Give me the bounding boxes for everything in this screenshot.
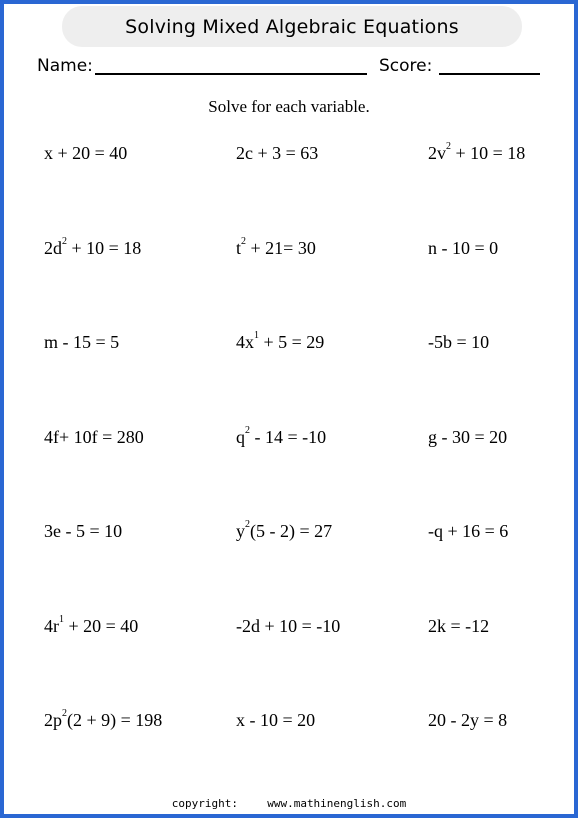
equation — [236, 143, 318, 164]
equation — [236, 710, 315, 731]
equation-part: + 10 = 18 — [67, 238, 142, 258]
equation-part: 2p — [44, 710, 62, 730]
worksheet-title: Solving Mixed Algebraic Equations — [125, 15, 459, 38]
equation-part: 20 - 2y = 8 — [428, 710, 508, 730]
score-label-wrap — [379, 56, 432, 76]
equation — [44, 616, 138, 637]
site-url: www.mathinenglish.com — [267, 797, 407, 810]
equation — [236, 332, 324, 353]
equation — [236, 427, 326, 448]
equation-part: -5b = 10 — [428, 332, 490, 352]
equation-exponent: 2 — [241, 236, 247, 247]
equation — [428, 332, 489, 353]
equation — [428, 616, 489, 637]
equation-part: + 10 = 18 — [451, 143, 526, 163]
equation-part: 2c + 3 = 63 — [236, 143, 319, 163]
equation-part: -q + 16 = 6 — [428, 521, 509, 541]
equation — [428, 238, 498, 259]
equation-part: x - 10 = 20 — [236, 710, 316, 730]
equation-part: g - 30 = 20 — [428, 427, 508, 447]
equation-exponent: 2 — [62, 708, 67, 719]
equation — [44, 710, 162, 731]
equation-part: 4x — [236, 332, 254, 352]
equation — [44, 521, 122, 542]
name-score-row — [37, 56, 93, 76]
equation — [428, 143, 525, 164]
equation — [44, 238, 141, 259]
equation-part: -2d + 10 = -10 — [236, 616, 341, 636]
copyright-label: copyright: — [171, 797, 238, 810]
equation — [236, 521, 332, 542]
equation-part: 4f+ 10f = 280 — [44, 427, 144, 447]
equation-part: n - 10 = 0 — [428, 238, 499, 258]
equation-part: y — [236, 521, 245, 541]
equation-part: + 21= 30 — [246, 238, 316, 258]
equation-exponent: 2 — [62, 236, 67, 247]
equation — [428, 427, 507, 448]
equation-exponent: 2 — [446, 141, 451, 152]
score-label: Score: — [379, 56, 433, 76]
equation — [44, 143, 127, 164]
equation-part: 3e - 5 = 10 — [44, 521, 123, 541]
equation — [44, 332, 119, 353]
equation-part: x + 20 = 40 — [44, 143, 128, 163]
equation-part: + 20 = 40 — [64, 616, 139, 636]
equation-exponent: 1 — [59, 614, 64, 625]
equation-part: 2v — [428, 143, 446, 163]
equation — [428, 521, 508, 542]
equation-exponent: 2 — [245, 519, 250, 530]
name-label: Name: — [37, 56, 93, 76]
equation-part: 2d — [44, 238, 62, 258]
equation-exponent: 1 — [254, 330, 259, 341]
equation-part: - 14 = -10 — [250, 427, 327, 447]
equation — [44, 427, 144, 448]
equation-part: 2k = -12 — [428, 616, 490, 636]
equation — [236, 616, 340, 637]
equation-exponent: 2 — [245, 425, 250, 436]
equation-part: (2 + 9) = 198 — [67, 710, 163, 730]
equation-part: t — [236, 238, 242, 258]
score-answer-line — [439, 73, 540, 75]
footer — [0, 797, 578, 810]
instructions: Solve for each variable. — [208, 97, 370, 116]
equation — [236, 238, 316, 259]
equation — [428, 710, 507, 731]
equation-part: 4r — [44, 616, 59, 636]
title-banner — [62, 6, 522, 47]
name-answer-line — [95, 73, 367, 75]
equation-part: (5 - 2) = 27 — [250, 521, 333, 541]
equation-part: m - 15 = 5 — [44, 332, 120, 352]
equation-part: + 5 = 29 — [259, 332, 325, 352]
equation-part: q — [236, 427, 245, 447]
